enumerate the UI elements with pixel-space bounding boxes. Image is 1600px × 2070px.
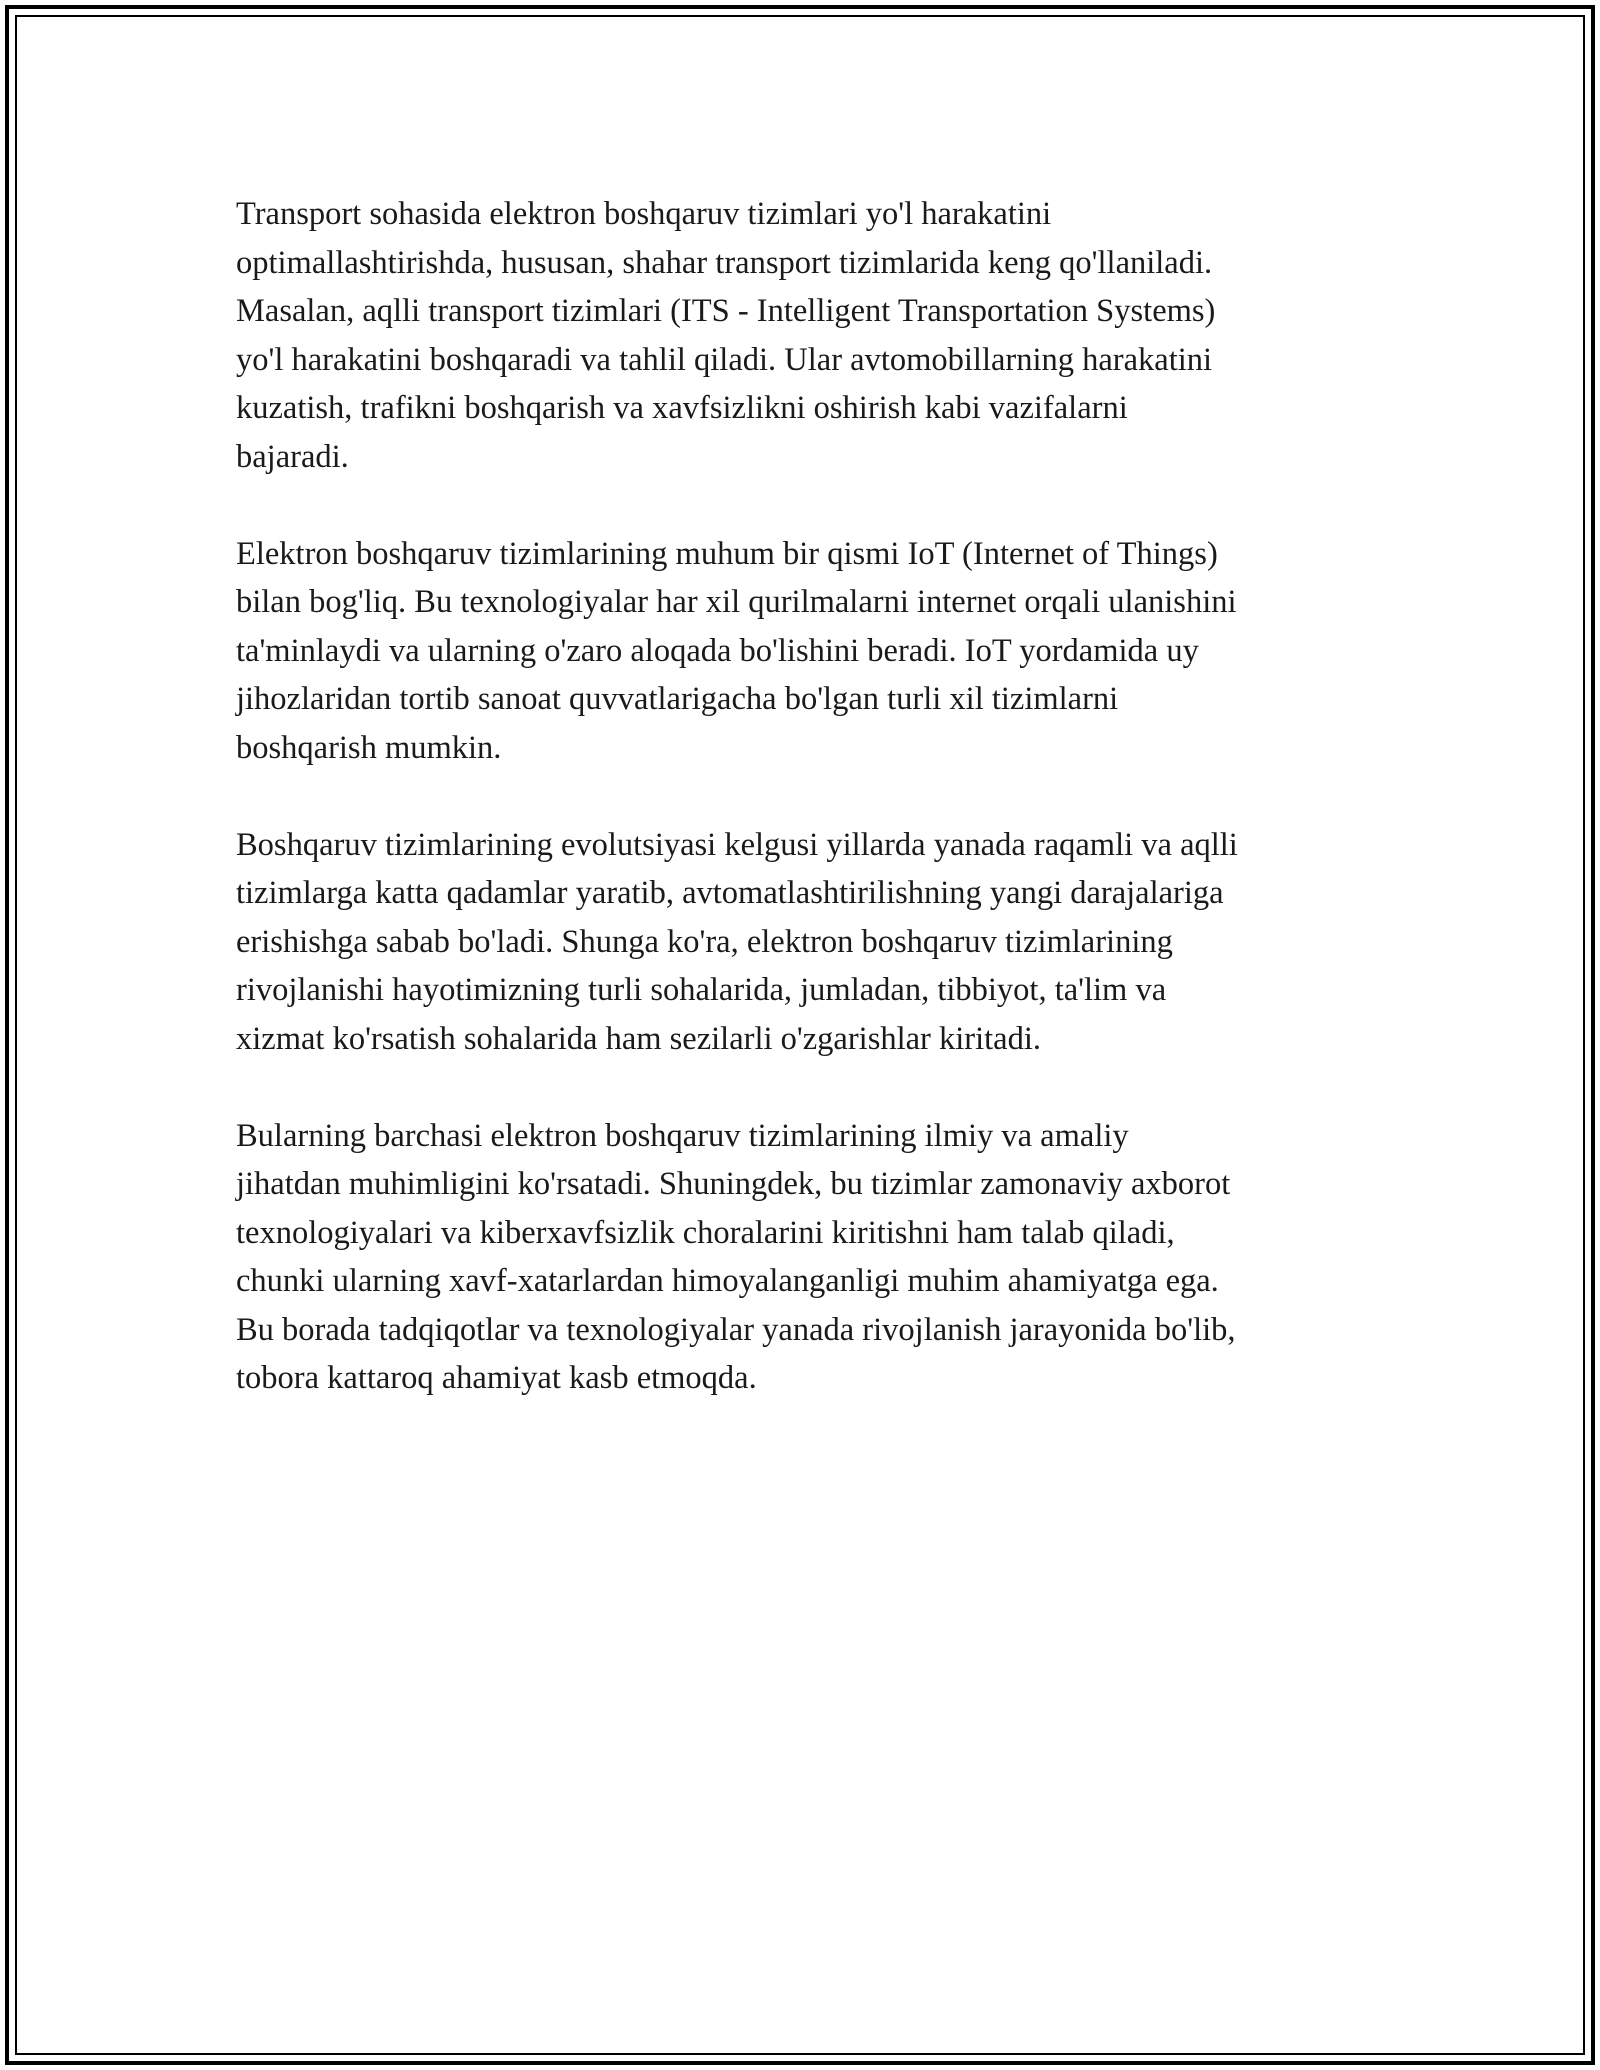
document-body [236, 190, 1386, 1451]
paragraph-iot: Elektron boshqaruv tizimlarining muhum bir qismi IoT (Internet of Things) bilan bog'liq. Bu texnologiyalar har xil qurilmalarni internet orqali ulanishini ta'minlaydi va ularning o'zaro aloqada bo'lishini beradi. IoT yordamida uy jihozlaridan tortib sanoat quvvatlarigacha bo'lgan turli xil tizimlarni boshqarish mumkin. [236, 535, 1237, 766]
paragraph-evolution: Boshqaruv tizimlarining evolutsiyasi kelgusi yillarda yanada raqamli va aqlli tizimlarga katta qadamlar yaratib, avtomatlashtirilishning yangi darajalariga erishishga sabab bo'ladi. Shunga ko'ra, elektron boshqaruv tizimlarining rivojlanishi hayotimizning turli sohalarida, jumladan, tibbiyot, ta'lim va xizmat ko'rsatish sohalarida ham sezilarli o'zgarishlar kiritadi. [236, 826, 1238, 1057]
paragraph-conclusion: Bularning barchasi elektron boshqaruv tizimlarining ilmiy va amaliy jihatdan muhimligini ko'rsatadi. Shuningdek, bu tizimlar zamonaviy axborot texnologiyalari va kiberxavfsizlik choralarini kiritishni ham talab qiladi, chunki ularning xavf-xatarlardan himoyalanganligi muhim ahamiyatga ega. Bu borada tadqiqotlar va texnologiyalar yanada rivojlanish jarayonida bo'lib, tobora kattaroq ahamiyat kasb etmoqda. [236, 1117, 1236, 1396]
paragraph-transport: Transport sohasida elektron boshqaruv tizimlari yo'l harakatini optimallashtirishda, hususan, shahar transport tizimlarida keng qo'llaniladi. Masalan, aqlli transport tizimlari (ITS - Intelligent Transportation Systems) yo'l harakatini boshqaradi va tahlil qiladi. Ular avtomobillarning harakatini kuzatish, trafikni boshqarish va xavfsizlikni oshirish kabi vazifalarni bajaradi. [236, 196, 1216, 475]
